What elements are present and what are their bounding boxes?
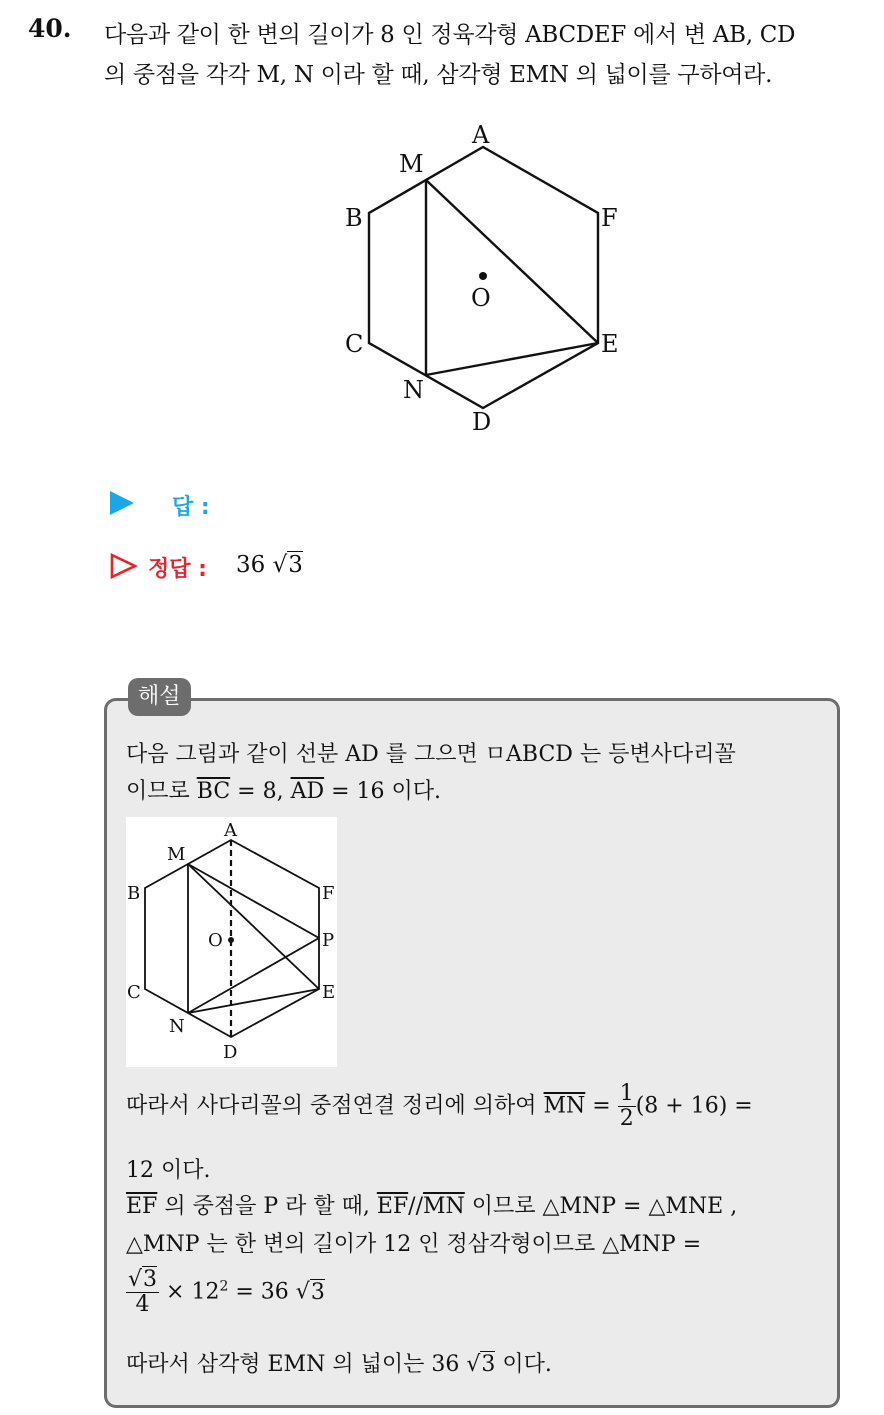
center-dot: [479, 272, 487, 280]
center2-dot: [228, 937, 234, 943]
label2-d: D: [223, 1042, 238, 1063]
segment-ne: [426, 343, 598, 375]
solution-line4: 12 이다.: [126, 1158, 211, 1183]
label2-m: M: [167, 844, 186, 865]
label2-c: C: [127, 982, 141, 1003]
solution-line8: 따라서 삼각형 EMN 의 넓이는 36 √3 이다.: [126, 1352, 552, 1377]
correct-answer-label: 정답 :: [148, 557, 207, 582]
solution-line6: △MNP 는 한 변의 길이가 12 인 정삼각형이므로 △MNP =: [126, 1232, 702, 1257]
label2-p: P: [322, 930, 335, 951]
label-m: M: [399, 150, 424, 178]
label2-f: F: [322, 883, 335, 904]
label2-a: A: [224, 820, 237, 841]
question-text-line1: 다음과 같이 한 변의 길이가 8 인 정육각형 ABCDEF 에서 변 AB, CD: [104, 22, 796, 48]
question-number: 40.: [28, 14, 72, 43]
label2-n: N: [169, 1016, 185, 1037]
correct-answer-marker-icon: [110, 553, 138, 579]
solution-tag: 해설: [128, 678, 191, 716]
label-b: B: [345, 204, 363, 232]
solution-hexagon-figure: [126, 817, 337, 1067]
fraction-half: $\frac{1}{2}$: [619, 1081, 634, 1132]
hexagon-figure: [330, 110, 630, 440]
fraction-sqrt3-over-4: $\frac{√3}{4}$: [128, 1267, 158, 1318]
label-d: D: [472, 408, 492, 436]
solution-line3: 따라서 사다리꼴의 중점연결 정리에 의하여 $\overline{MN}$ = $\frac{1}{2}$ (8 + 16) =: [126, 1081, 753, 1132]
label2-e: E: [322, 982, 336, 1003]
solution-line7: $\frac{√3}{4}$ × $12^2 = 36$ √3: [128, 1267, 325, 1318]
question-text-line2: 의 중점을 각각 M, N 이라 할 때, 삼각형 EMN 의 넓이를 구하여라.: [104, 62, 773, 88]
label-e: E: [601, 330, 619, 358]
segment-me: [426, 180, 598, 343]
label-n: N: [403, 376, 424, 404]
label2-b: B: [127, 883, 141, 904]
label-a: A: [472, 121, 490, 149]
solution-line5: $\overline{EF}$ 의 중점을 P 라 할 때, $\overline{EF}//\overline{MN}$ 이므로 △MNP = △MNE ,: [126, 1194, 738, 1219]
solution-line2: 이므로 $\overline{BC} = 8$, $\overline{AD} = 16$ 이다.: [126, 779, 442, 804]
answer-label: 답 :: [172, 495, 210, 520]
label-c: C: [345, 330, 364, 358]
label-o: O: [471, 284, 491, 312]
label2-o: O: [208, 930, 223, 951]
label-f: F: [601, 204, 618, 232]
solution-line1: 다음 그림과 같이 선분 AD 를 그으면 ㅁABCD 는 등변사다리꼴: [126, 742, 736, 767]
correct-answer-value: 36 √3: [236, 552, 303, 578]
answer-marker-icon: [110, 491, 134, 515]
